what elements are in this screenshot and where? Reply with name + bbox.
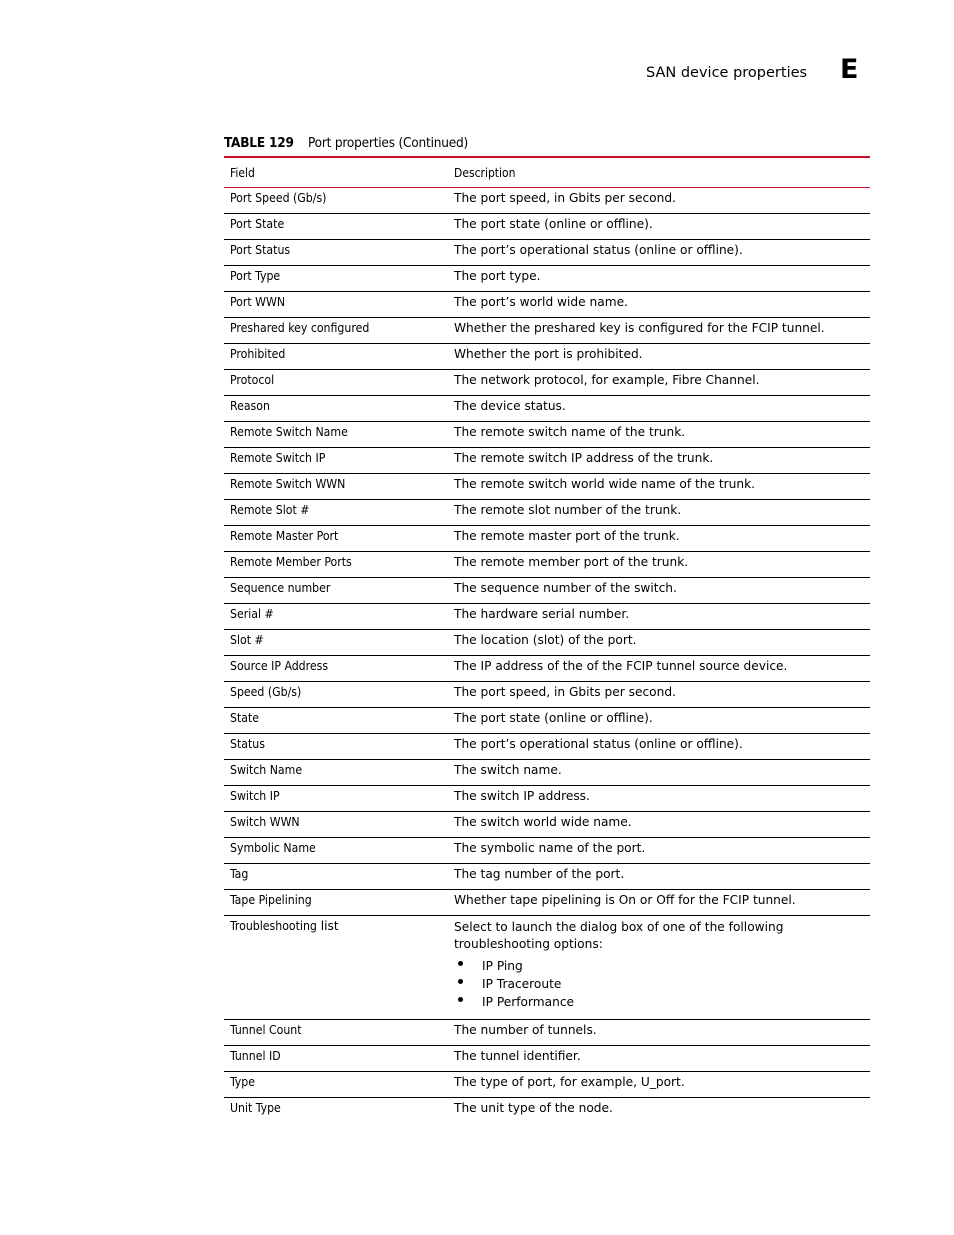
field-cell — [224, 838, 448, 864]
table-row — [224, 552, 870, 578]
table-row — [224, 786, 870, 812]
field-cell — [224, 214, 448, 240]
field-name: State — [230, 711, 260, 725]
field-cell — [224, 422, 448, 448]
table-row — [224, 370, 870, 396]
field-name: Tunnel ID — [230, 1049, 281, 1063]
field-cell — [224, 188, 448, 214]
description-text: The port state (online or offline). — [454, 217, 653, 231]
field-cell — [224, 344, 448, 370]
options-list — [454, 957, 870, 1011]
description-text: The remote slot number of the trunk. — [454, 503, 682, 517]
field-cell — [224, 292, 448, 318]
table-row — [224, 1072, 870, 1098]
field-cell — [224, 370, 448, 396]
table-row — [224, 734, 870, 760]
description-cell — [448, 500, 870, 526]
field-cell — [224, 890, 448, 916]
field-cell — [224, 604, 448, 630]
description-cell — [448, 188, 870, 214]
field-cell — [224, 630, 448, 656]
description-text: The switch world wide name. — [454, 815, 632, 829]
description-text: Whether the preshared key is configured for the FCIP tunnel. — [454, 321, 825, 335]
field-cell — [224, 578, 448, 604]
table-row — [224, 474, 870, 500]
field-name: Serial # — [230, 607, 274, 621]
table-row — [224, 448, 870, 474]
table-header-row — [224, 157, 870, 188]
description-text: The switch IP address. — [454, 789, 590, 803]
field-name: Remote Switch IP — [230, 451, 326, 465]
table-row — [224, 500, 870, 526]
description-text: The port’s operational status (online or offline). — [454, 737, 743, 751]
description-cell — [448, 448, 870, 474]
table-caption — [224, 135, 468, 151]
field-cell — [224, 916, 448, 1020]
field-name: Remote Member Ports — [230, 555, 352, 569]
field-cell — [224, 734, 448, 760]
table-title: Port properties (Continued) — [308, 135, 469, 151]
description-cell — [448, 552, 870, 578]
description-cell — [448, 604, 870, 630]
description-text: The remote switch name of the trunk. — [454, 425, 686, 439]
table-row — [224, 188, 870, 214]
description-text: Whether the port is prohibited. — [454, 347, 643, 361]
description-text: The remote master port of the trunk. — [454, 529, 680, 543]
table-row — [224, 214, 870, 240]
field-name: Reason — [230, 399, 270, 413]
field-name: Port WWN — [230, 295, 286, 309]
table-row — [224, 240, 870, 266]
table-row — [224, 396, 870, 422]
field-cell — [224, 708, 448, 734]
description-text: The number of tunnels. — [454, 1023, 597, 1037]
description-cell — [448, 474, 870, 500]
field-name: Port Status — [230, 243, 291, 257]
table-number: TABLE 129 — [224, 135, 294, 151]
table-row — [224, 916, 870, 1020]
field-name: Status — [230, 737, 265, 751]
description-cell — [448, 396, 870, 422]
description-cell — [448, 1098, 870, 1124]
description-text: The hardware serial number. — [454, 607, 630, 621]
field-name: Remote Slot # — [230, 503, 310, 517]
field-cell — [224, 1098, 448, 1124]
field-name: Remote Master Port — [230, 529, 339, 543]
field-cell — [224, 682, 448, 708]
description-cell — [448, 240, 870, 266]
field-name: Slot # — [230, 633, 264, 647]
description-cell — [448, 786, 870, 812]
description-cell — [448, 318, 870, 344]
description-text: The type of port, for example, U_port. — [454, 1075, 685, 1089]
table-row — [224, 1020, 870, 1046]
description-cell — [448, 344, 870, 370]
description-cell — [448, 214, 870, 240]
table-row — [224, 708, 870, 734]
description-cell — [448, 1072, 870, 1098]
table-row — [224, 890, 870, 916]
field-cell — [224, 448, 448, 474]
description-text: Select to launch the dialog box of one of the following troubleshooting options: — [454, 920, 784, 951]
field-cell — [224, 474, 448, 500]
description-text: The port speed, in Gbits per second. — [454, 685, 676, 699]
field-name: Remote Switch WWN — [230, 477, 346, 491]
description-cell — [448, 682, 870, 708]
description-cell — [448, 708, 870, 734]
description-text: The sequence number of the switch. — [454, 581, 677, 595]
field-name: Preshared key configured — [230, 321, 370, 335]
field-name: Troubleshooting — [230, 919, 317, 933]
table-row — [224, 656, 870, 682]
option-list-item: IP Performance — [454, 993, 870, 1011]
description-text: The tag number of the port. — [454, 867, 625, 881]
field-name: Port Speed (Gb/s) — [230, 191, 327, 205]
field-name: Switch IP — [230, 789, 280, 803]
column-header-description: Description — [454, 165, 516, 180]
description-text: The device status. — [454, 399, 566, 413]
description-cell — [448, 630, 870, 656]
table-body — [224, 188, 870, 1124]
description-cell — [448, 734, 870, 760]
table-row — [224, 422, 870, 448]
field-name: Tape Pipelining — [230, 893, 312, 907]
field-cell — [224, 1020, 448, 1046]
description-text: The remote member port of the trunk. — [454, 555, 689, 569]
field-cell — [224, 760, 448, 786]
field-name: Port State — [230, 217, 285, 231]
description-text: The remote switch IP address of the trunk. — [454, 451, 714, 465]
table-row — [224, 344, 870, 370]
field-cell — [224, 1046, 448, 1072]
description-text: The unit type of the node. — [454, 1101, 613, 1115]
description-text: The switch name. — [454, 763, 562, 777]
field-name: Unit Type — [230, 1101, 281, 1115]
description-text: The IP address of the of the FCIP tunnel source device. — [454, 659, 788, 673]
description-cell — [448, 760, 870, 786]
table-row — [224, 604, 870, 630]
table-row — [224, 682, 870, 708]
description-cell — [448, 578, 870, 604]
field-name: Switch WWN — [230, 815, 300, 829]
description-text: The port speed, in Gbits per second. — [454, 191, 676, 205]
option-list-item: IP Ping — [454, 957, 870, 975]
description-cell — [448, 890, 870, 916]
description-cell — [448, 812, 870, 838]
description-text: The port state (online or offline). — [454, 711, 653, 725]
field-name: Tunnel Count — [230, 1023, 302, 1037]
field-cell — [224, 656, 448, 682]
field-name: Protocol — [230, 373, 275, 387]
table-row — [224, 838, 870, 864]
field-cell — [224, 786, 448, 812]
description-cell — [448, 916, 870, 1020]
field-name: Switch Name — [230, 763, 303, 777]
description-cell — [448, 422, 870, 448]
description-cell — [448, 370, 870, 396]
description-text: Whether tape pipelining is On or Off for the FCIP tunnel. — [454, 893, 796, 907]
field-cell — [224, 812, 448, 838]
field-name: Remote Switch Name — [230, 425, 348, 439]
field-name: Tag — [230, 867, 249, 881]
description-text: The port’s operational status (online or offline). — [454, 243, 743, 257]
field-name: Prohibited — [230, 347, 286, 361]
port-properties-table — [224, 156, 870, 1123]
field-name: Sequence number — [230, 581, 331, 595]
table-row — [224, 630, 870, 656]
table-row — [224, 526, 870, 552]
field-name: Source IP Address — [230, 659, 329, 673]
description-cell — [448, 656, 870, 682]
field-name: Symbolic Name — [230, 841, 316, 855]
description-text: The port’s world wide name. — [454, 295, 628, 309]
table-row — [224, 292, 870, 318]
field-cell — [224, 266, 448, 292]
table-row — [224, 760, 870, 786]
field-cell — [224, 552, 448, 578]
running-header-title: SAN device properties — [646, 65, 808, 81]
appendix-letter: E — [840, 54, 859, 85]
description-text: The tunnel identifier. — [454, 1049, 581, 1063]
field-suffix: list — [316, 919, 339, 933]
description-text: The location (slot) of the port. — [454, 633, 637, 647]
description-cell — [448, 838, 870, 864]
field-cell — [224, 1072, 448, 1098]
field-name: Port Type — [230, 269, 281, 283]
table-row — [224, 578, 870, 604]
description-cell — [448, 1046, 870, 1072]
description-cell — [448, 526, 870, 552]
column-header-field: Field — [230, 165, 255, 180]
field-cell — [224, 318, 448, 344]
table-row — [224, 318, 870, 344]
table-row — [224, 266, 870, 292]
table-row — [224, 1098, 870, 1124]
field-cell — [224, 864, 448, 890]
field-name: Type — [230, 1075, 255, 1089]
field-cell — [224, 396, 448, 422]
table-row — [224, 812, 870, 838]
field-cell — [224, 526, 448, 552]
description-text: The symbolic name of the port. — [454, 841, 646, 855]
description-cell — [448, 864, 870, 890]
field-cell — [224, 500, 448, 526]
description-cell — [448, 1020, 870, 1046]
table-row — [224, 864, 870, 890]
description-text: The port type. — [454, 269, 541, 283]
description-cell — [448, 292, 870, 318]
description-cell — [448, 266, 870, 292]
option-list-item: IP Traceroute — [454, 975, 870, 993]
field-cell — [224, 240, 448, 266]
description-text: The network protocol, for example, Fibre Channel. — [454, 373, 760, 387]
description-text: The remote switch world wide name of the trunk. — [454, 477, 756, 491]
table-row — [224, 1046, 870, 1072]
field-name: Speed (Gb/s) — [230, 685, 302, 699]
